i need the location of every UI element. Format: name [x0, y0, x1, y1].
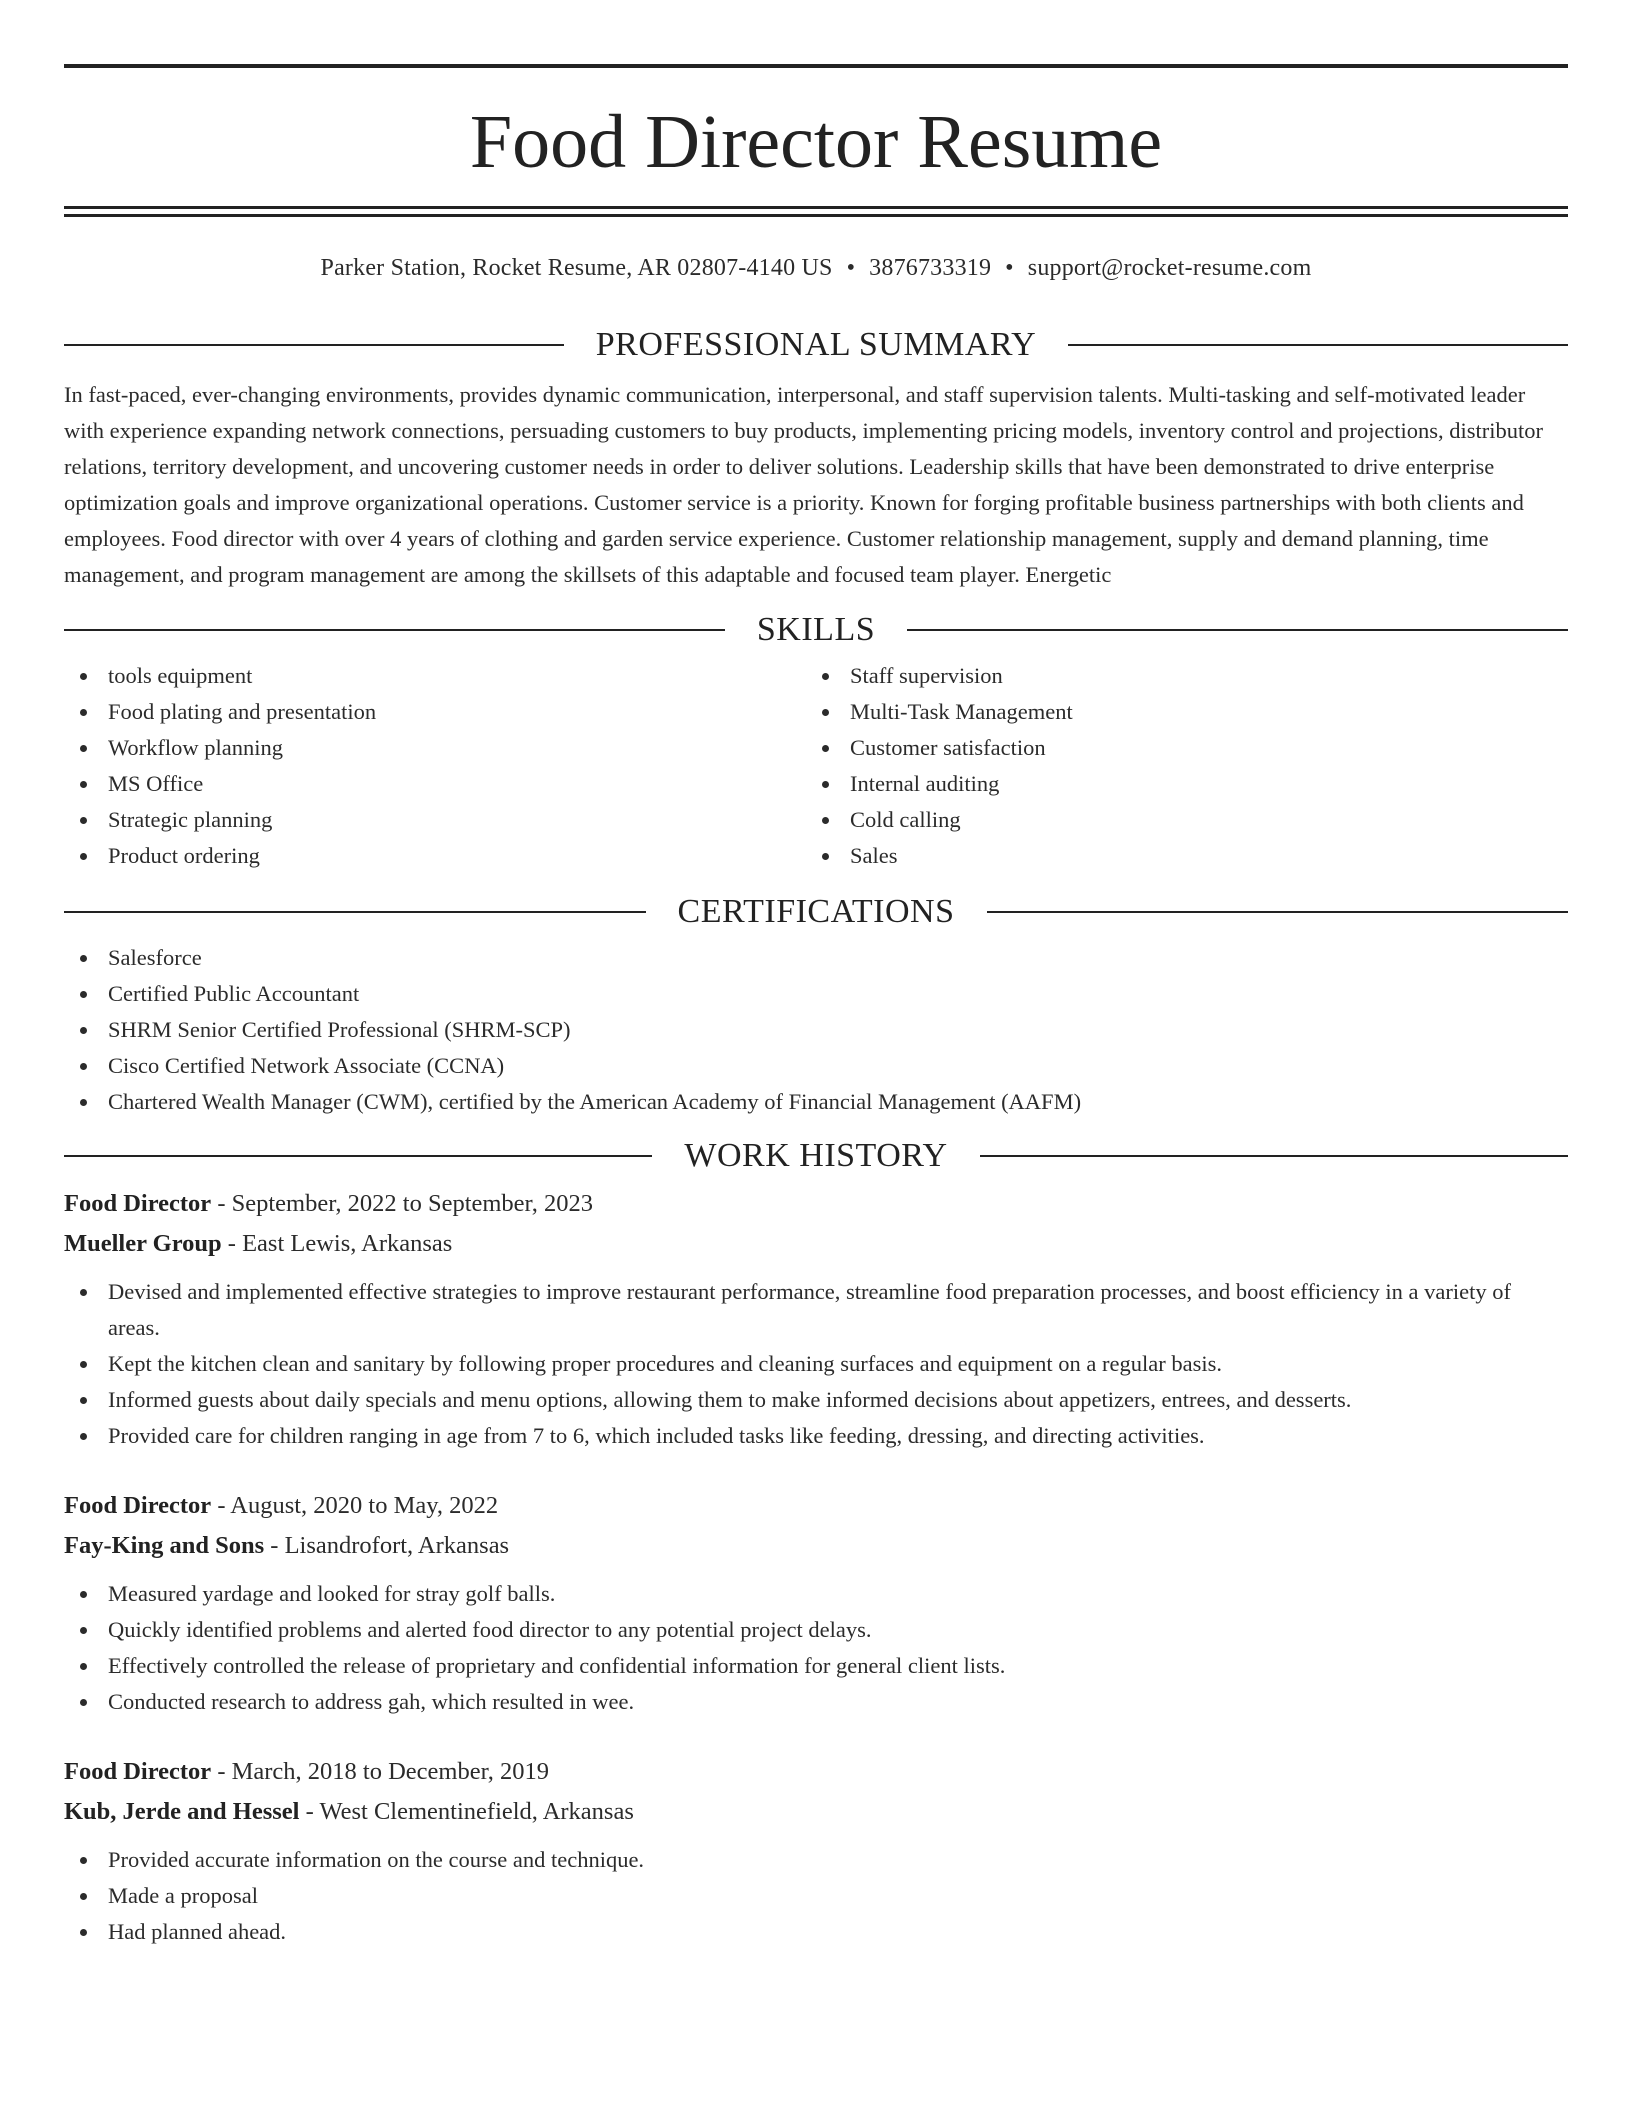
heading-rule-right — [1068, 344, 1568, 346]
skills-columns — [64, 658, 1568, 874]
skills-heading: SKILLS — [756, 611, 876, 648]
job-bullet: Devised and implemented effective strategies to improve restaurant performance, streamline food preparation processes, and boost efficiency in a variety of areas. — [64, 1274, 1568, 1346]
job-bullet: Had planned ahead. — [64, 1914, 1568, 1950]
job-bullet: Kept the kitchen clean and sanitary by following proper procedures and cleaning surfaces and equipment on a regular basis. — [64, 1346, 1568, 1382]
job-bullet: Provided accurate information on the course and technique. — [64, 1842, 1568, 1878]
job-dates: - September, 2022 to September, 2023 — [211, 1190, 593, 1217]
certifications-section-header — [64, 892, 1568, 932]
contact-phone: 3876733319 — [869, 255, 992, 281]
job-title: Food Director — [64, 1190, 212, 1217]
skill-item: Workflow planning — [64, 730, 806, 766]
skill-item: Food plating and presentation — [64, 694, 806, 730]
job-location: - West Clementinefield, Arkansas — [299, 1798, 634, 1825]
certifications-heading: CERTIFICATIONS — [677, 893, 955, 930]
contact-address: Parker Station, Rocket Resume, AR 02807-4140 US — [320, 255, 833, 281]
job-bullet-list — [64, 1842, 1568, 1950]
skill-item: Sales — [806, 838, 1548, 874]
heading-rule-right — [987, 911, 1569, 913]
heading-rule-left — [64, 911, 646, 913]
skill-item: Cold calling — [806, 802, 1548, 838]
job-dates: - March, 2018 to December, 2019 — [211, 1758, 550, 1785]
skill-item: Multi-Task Management — [806, 694, 1548, 730]
job-company-line — [64, 1792, 1568, 1832]
skills-list-right — [806, 658, 1548, 874]
skill-item: MS Office — [64, 766, 806, 802]
certification-item: Certified Public Accountant — [64, 976, 1568, 1012]
job-company: Mueller Group — [64, 1230, 222, 1257]
job-company-line — [64, 1224, 1568, 1264]
skill-item: Strategic planning — [64, 802, 806, 838]
job-title-line — [64, 1486, 1568, 1526]
job-title-line — [64, 1752, 1568, 1792]
job-bullet: Conducted research to address gah, which resulted in wee. — [64, 1684, 1568, 1720]
top-rule — [64, 64, 1568, 68]
heading-rule-right — [980, 1155, 1568, 1157]
job-location: - East Lewis, Arkansas — [221, 1230, 453, 1257]
heading-rule-left — [64, 629, 725, 631]
job-company-line — [64, 1526, 1568, 1566]
contact-line — [64, 254, 1568, 282]
contact-separator: • — [1005, 255, 1014, 281]
skills-section-header — [64, 610, 1568, 650]
summary-heading: PROFESSIONAL SUMMARY — [595, 326, 1037, 363]
job-bullet: Effectively controlled the release of proprietary and confidential information for general client lists. — [64, 1648, 1568, 1684]
work-section-header — [64, 1136, 1568, 1176]
job-bullet-list — [64, 1274, 1568, 1454]
job-entry — [64, 1486, 1568, 1720]
contact-email[interactable]: support@rocket-resume.com — [1027, 255, 1312, 281]
job-entry — [64, 1184, 1568, 1454]
skill-item: tools equipment — [64, 658, 806, 694]
heading-rule-left — [64, 1155, 652, 1157]
job-bullet: Provided care for children ranging in age from 7 to 6, which included tasks like feeding, dressing, and directing activities. — [64, 1418, 1568, 1454]
job-company: Fay-King and Sons — [64, 1532, 265, 1559]
job-title: Food Director — [64, 1758, 212, 1785]
job-bullet: Measured yardage and looked for stray golf balls. — [64, 1576, 1568, 1612]
contact-separator: • — [846, 255, 856, 281]
certification-item: Chartered Wealth Manager (CWM), certified by the American Academy of Financial Management (AAFM) — [64, 1084, 1568, 1120]
certification-item: Cisco Certified Network Associate (CCNA) — [64, 1048, 1568, 1084]
job-entry — [64, 1752, 1568, 1950]
title-double-rule — [64, 206, 1568, 217]
job-bullet: Informed guests about daily specials and menu options, allowing them to make informed decisions about appetizers, entrees, and desserts. — [64, 1382, 1568, 1418]
job-dates: - August, 2020 to May, 2022 — [211, 1492, 499, 1519]
job-location: - Lisandrofort, Arkansas — [264, 1532, 510, 1559]
resume-title: Food Director Resume — [469, 100, 1163, 184]
job-bullet: Made a proposal — [64, 1878, 1568, 1914]
resume-page — [64, 64, 1568, 1950]
summary-section-header — [64, 325, 1568, 365]
certifications-list — [64, 940, 1568, 1120]
skills-list-left — [64, 658, 806, 874]
certification-item: Salesforce — [64, 940, 1568, 976]
job-bullet: Quickly identified problems and alerted food director to any potential project delays. — [64, 1612, 1568, 1648]
heading-rule-right — [907, 629, 1568, 631]
skill-item: Staff supervision — [806, 658, 1548, 694]
heading-rule-left — [64, 344, 564, 346]
skill-item: Customer satisfaction — [806, 730, 1548, 766]
certification-item: SHRM Senior Certified Professional (SHRM-SCP) — [64, 1012, 1568, 1048]
job-title-line — [64, 1184, 1568, 1224]
job-company: Kub, Jerde and Hessel — [64, 1798, 300, 1825]
job-bullet-list — [64, 1576, 1568, 1720]
skill-item: Product ordering — [64, 838, 806, 874]
job-title: Food Director — [64, 1492, 212, 1519]
summary-text: In fast-paced, ever-changing environments, provides dynamic communication, interpersonal, and staff supervision talents. Multi-tasking and self-motivated leader with experience expanding network connections, persuading customers to buy products, implementing pricing models, inventory control and projections, distributor relations, territory development, and uncovering customer needs in order to deliver solutions. Leadership skills that have been demonstrated to drive enterprise optimization goals and improve organizational operations. Customer service is a priority. Known for forging profitable business partnerships with both clients and employees. Food director with over 4 years of clothing and garden service experience. Customer relationship management, supply and demand planning, time management, and program management are among the skillsets of this adaptable and focused team player. Energetic — [64, 382, 1544, 587]
skill-item: Internal auditing — [806, 766, 1548, 802]
work-heading: WORK HISTORY — [684, 1137, 948, 1174]
